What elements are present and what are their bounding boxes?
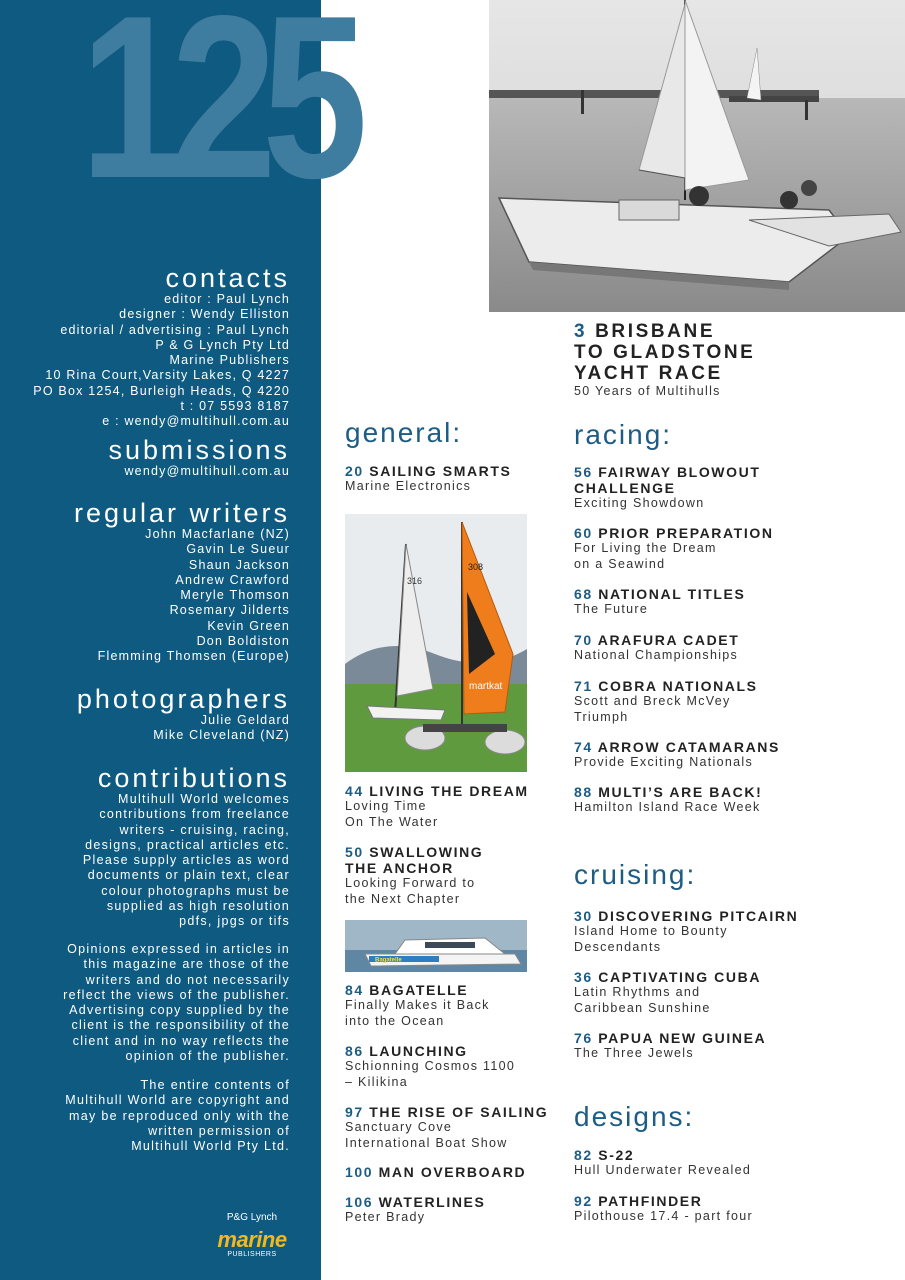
page-number: 20 [345, 463, 364, 479]
submissions-email[interactable]: wendy@multihull.com.au [124, 464, 290, 478]
entry-subtitle: National Championships [574, 648, 739, 662]
toc-entry[interactable] [574, 739, 780, 771]
page-number: 44 [345, 783, 364, 799]
page-number: 30 [574, 908, 593, 924]
page-number: 84 [345, 982, 364, 998]
entry-subtitle: International Boat Show [345, 1135, 508, 1150]
entry-title: COBRA NATIONALS [598, 678, 758, 694]
toc-entry[interactable] [345, 982, 490, 1029]
feature-story[interactable] [574, 321, 755, 399]
entry-title: BAGATELLE [369, 982, 469, 998]
contributions-block [83, 764, 290, 930]
photographer-name: Julie Geldard [200, 713, 290, 727]
entry-title: PATHFINDER [598, 1193, 703, 1209]
toc-entry[interactable] [345, 463, 511, 495]
writer-name: Shaun Jackson [188, 557, 290, 572]
toc-entry[interactable] [574, 632, 739, 664]
section-heading-cruising: cruising: [574, 859, 697, 890]
boat-name-label: Bagatelle [375, 957, 402, 964]
contact-line: designer : Wendy Elliston [119, 307, 290, 322]
entry-subtitle: Exciting Showdown [574, 496, 705, 510]
photographers-heading: photographers [76, 684, 290, 714]
entry-title: S-22 [598, 1147, 635, 1163]
page-number: 92 [574, 1193, 593, 1209]
section-heading-general: general: [345, 417, 463, 448]
logo-wordmark: marine [217, 1227, 287, 1252]
entry-title: CAPTIVATING CUBA [598, 969, 762, 985]
contact-line: t : 07 5593 8187 [180, 399, 290, 414]
entry-subtitle: Caribbean Sunshine [574, 1000, 711, 1015]
disclaimer-block [63, 942, 290, 1064]
writers-block [74, 499, 290, 665]
page-number: 97 [345, 1104, 364, 1120]
entry-subtitle: Provide Exciting Nationals [574, 755, 754, 769]
submissions-block [108, 436, 290, 479]
writer-name: Rosemary Jilderts [169, 603, 290, 618]
entry-subtitle: Peter Brady [345, 1210, 426, 1224]
photographer-name: Mike Cleveland (NZ) [153, 728, 290, 743]
entry-title: ARAFURA CADET [597, 632, 740, 648]
contributions-line: Please supply articles as word [82, 853, 290, 868]
photographers-block [77, 685, 290, 744]
entry-subtitle: Hamilton Island Race Week [574, 800, 761, 814]
contributions-line: writers - cruising, racing, [119, 822, 290, 837]
writer-name: John Macfarlane (NZ) [145, 527, 290, 541]
marine-publishers-logo [216, 1212, 288, 1258]
logo-bottom-text: PUBLISHERS [227, 1251, 277, 1258]
contributions-line: supplied as high resolution [106, 899, 290, 914]
toc-entry[interactable] [345, 1194, 485, 1226]
contact-line: editor : Paul Lynch [164, 292, 290, 306]
catamaran-illustration [489, 0, 905, 312]
entry-title: LIVING THE DREAM [369, 783, 529, 799]
entry-subtitle: The Future [574, 602, 649, 616]
toc-entry[interactable] [574, 464, 760, 512]
toc-entry[interactable] [574, 1147, 751, 1179]
sail-brand: martkat [469, 681, 503, 692]
entry-title: MULTI’S ARE BACK! [598, 784, 763, 800]
writers-heading: regular writers [73, 498, 290, 528]
page-number: 106 [345, 1194, 374, 1210]
entry-subtitle: Descendants [574, 939, 662, 954]
page-number: 86 [345, 1043, 364, 1059]
entry-title: THE RISE OF SAILING [369, 1104, 549, 1120]
section-heading-racing: racing: [574, 419, 673, 450]
entry-subtitle: Marine Electronics [345, 479, 472, 493]
writer-name: Andrew Crawford [175, 572, 290, 587]
entry-subtitle: Looking Forward to [345, 876, 476, 890]
entry-subtitle: Island Home to Bounty [574, 924, 728, 938]
entry-subtitle: Latin Rhythms and [574, 985, 701, 999]
contacts-block [33, 264, 290, 430]
writer-name: Meryle Thomson [180, 588, 290, 603]
disclaimer-line: Advertising copy supplied by the [69, 1003, 290, 1018]
toc-entry[interactable] [574, 908, 798, 955]
contributions-line: pdfs, jpgs or tifs [179, 914, 290, 929]
entry-title-line2: CHALLENGE [574, 480, 676, 496]
toc-entry[interactable] [574, 525, 774, 572]
disclaimer-line: this magazine are those of the [83, 957, 290, 972]
toc-entry[interactable] [574, 1030, 766, 1062]
writer-name: Flemming Thomsen (Europe) [97, 649, 290, 664]
entry-title: FAIRWAY BLOWOUT [598, 464, 761, 480]
writer-name: Don Boldiston [196, 634, 290, 649]
contributions-line: designs, practical articles etc. [85, 837, 290, 852]
copyright-line: Multihull World are copyright and [65, 1093, 290, 1108]
writer-name: Kevin Green [207, 618, 290, 633]
page-number: 68 [574, 586, 593, 602]
page-number: 36 [574, 969, 593, 985]
entry-subtitle: Finally Makes it Back [345, 998, 490, 1012]
feature-subtitle: 50 Years of Multihulls [574, 384, 721, 398]
disclaimer-line: Opinions expressed in articles in [67, 942, 290, 956]
toc-entry[interactable] [574, 1193, 753, 1225]
logo-top-text: P&G Lynch [226, 1212, 278, 1223]
entry-title-line2: THE ANCHOR [345, 860, 454, 876]
contact-email[interactable]: e : wendy@multihull.com.au [102, 414, 290, 429]
catamaran-photo [489, 0, 905, 312]
disclaimer-line: client and in no way reflects the [72, 1033, 290, 1048]
copyright-line: The entire contents of [140, 1078, 290, 1092]
contact-line: Marine Publishers [169, 353, 290, 368]
page-number: 71 [574, 678, 593, 694]
contact-line: PO Box 1254, Burleigh Heads, Q 4220 [33, 383, 290, 398]
toc-entry[interactable] [574, 586, 745, 618]
sail-number: 308 [468, 562, 484, 572]
entry-subtitle: the Next Chapter [345, 891, 461, 906]
toc-entry[interactable] [574, 784, 762, 816]
contacts-heading: contacts [165, 263, 290, 293]
contributions-line: colour photographs must be [101, 883, 290, 898]
contact-line: P & G Lynch Pty Ltd [155, 337, 290, 352]
entry-subtitle: Scott and Breck McVey [574, 694, 731, 708]
entry-title: SWALLOWING [369, 844, 484, 860]
page-number: 70 [574, 632, 593, 648]
entry-subtitle: Schionning Cosmos 1100 [345, 1059, 516, 1073]
contact-line: editorial / advertising : Paul Lynch [60, 322, 290, 337]
svg-text:316: 316 [407, 576, 423, 586]
contributions-heading: contributions [97, 763, 290, 793]
writer-name: Gavin Le Sueur [186, 542, 290, 557]
page-number: 88 [574, 784, 593, 800]
bagatelle-photo [345, 920, 527, 972]
entry-title: PAPUA NEW GUINEA [598, 1030, 767, 1046]
disclaimer-line: opinion of the publisher. [125, 1049, 290, 1064]
toc-entry[interactable] [345, 1043, 515, 1090]
copyright-block [65, 1078, 290, 1154]
feature-title-line: TO GLADSTONE [574, 342, 756, 363]
entry-subtitle: Pilothouse 17.4 - part four [574, 1209, 753, 1223]
orange-sail-catamaran-illustration [345, 514, 527, 772]
page-number: 74 [574, 739, 593, 755]
entry-subtitle: On The Water [345, 814, 439, 829]
page-number: 82 [574, 1147, 593, 1163]
entry-subtitle: Hull Underwater Revealed [574, 1163, 752, 1177]
entry-subtitle: into the Ocean [345, 1013, 445, 1028]
disclaimer-line: reflect the views of the publisher. [63, 987, 290, 1002]
contributions-line: contributions from freelance [99, 807, 290, 822]
toc-entry[interactable] [574, 678, 758, 725]
copyright-line: may be reproduced only with the [69, 1108, 290, 1123]
toc-entry[interactable] [345, 844, 483, 907]
contributions-line: documents or plain text, clear [87, 868, 290, 883]
toc-entry[interactable] [345, 783, 529, 830]
entry-subtitle: Triumph [574, 709, 629, 724]
sidebar [0, 0, 354, 1280]
entry-title: MAN OVERBOARD [378, 1164, 527, 1180]
entry-subtitle: For Living the Dream [574, 541, 717, 555]
toc-entry[interactable] [574, 969, 761, 1016]
entry-subtitle: The Three Jewels [574, 1046, 694, 1060]
contributions-line: Multihull World welcomes [118, 792, 290, 806]
page-number: 56 [574, 464, 593, 480]
entry-title: NATIONAL TITLES [598, 586, 746, 602]
issue-number: 125 [80, 0, 354, 227]
copyright-line: written permission of [148, 1123, 290, 1138]
entry-subtitle: Loving Time [345, 799, 427, 813]
page-number: 100 [345, 1164, 374, 1180]
page-number: 76 [574, 1030, 593, 1046]
copyright-line: Multihull World Pty Ltd. [131, 1139, 290, 1154]
toc-entry[interactable] [345, 1164, 526, 1180]
entry-title: WATERLINES [378, 1194, 486, 1210]
sailing-catamaran-photo [345, 514, 527, 772]
entry-subtitle: – Kilikina [345, 1074, 409, 1089]
page-number: 50 [345, 844, 364, 860]
entry-title: DISCOVERING PITCAIRN [598, 908, 799, 924]
submissions-heading: submissions [108, 435, 290, 465]
disclaimer-line: client is the responsibility of the [71, 1018, 290, 1033]
entry-title: PRIOR PREPARATION [598, 525, 774, 541]
feature-page-number: 3 [574, 321, 588, 342]
feature-title-line: BRISBANE [595, 321, 716, 342]
entry-title: LAUNCHING [369, 1043, 468, 1059]
contact-line: 10 Rina Court,Varsity Lakes, Q 4227 [45, 368, 290, 383]
page-number: 60 [574, 525, 593, 541]
disclaimer-line: writers and do not necessarily [85, 972, 290, 987]
entry-subtitle: Sanctuary Cove [345, 1120, 453, 1134]
section-heading-designs: designs: [574, 1101, 695, 1132]
entry-title: ARROW CATAMARANS [597, 739, 780, 755]
powercat-illustration [345, 920, 527, 972]
entry-subtitle: on a Seawind [574, 556, 666, 571]
entry-title: SAILING SMARTS [369, 463, 512, 479]
feature-title-line: YACHT RACE [574, 363, 723, 384]
toc-entry[interactable] [345, 1104, 548, 1151]
